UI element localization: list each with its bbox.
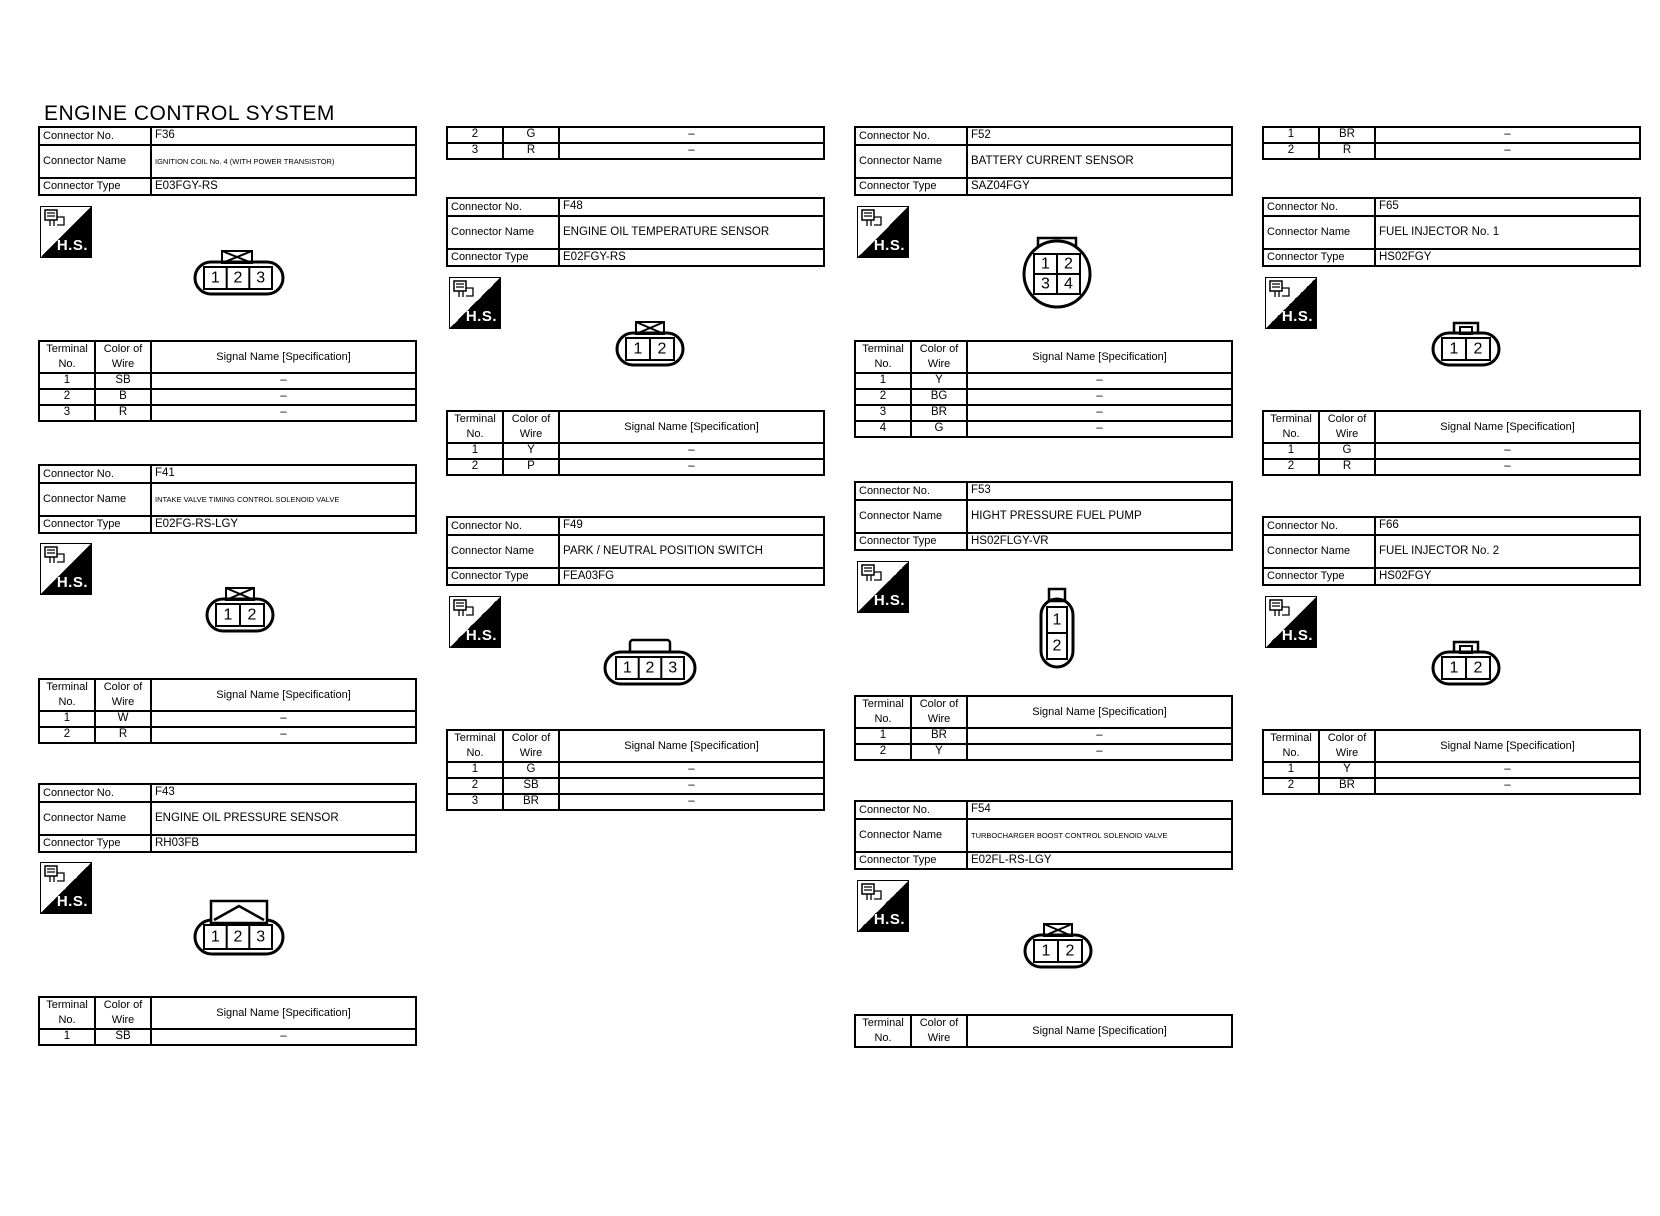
color-header: Color of Wire <box>1319 730 1375 762</box>
connector-info-f36 <box>38 126 417 196</box>
table-row <box>447 143 824 159</box>
connector-name-value: FUEL INJECTOR No. 1 <box>1375 216 1640 249</box>
color-header: Color of Wire <box>1319 411 1375 443</box>
table-row <box>1263 443 1640 459</box>
pin-label: 2 <box>1052 637 1062 655</box>
terminal-table-f43 <box>38 996 417 1046</box>
signal-cell: – <box>151 1029 416 1045</box>
pin-label: 2 <box>1473 659 1483 677</box>
hs-label: H.S. <box>1281 627 1313 644</box>
connector-info-f65 <box>1262 197 1641 267</box>
table-row <box>855 389 1232 405</box>
pin-label: 1 <box>223 606 233 624</box>
terminal-cell: 3 <box>447 143 503 159</box>
terminal-table-f41 <box>38 678 417 744</box>
terminal-table-f52 <box>854 340 1233 438</box>
table-row <box>855 421 1232 437</box>
pin-label: 1 <box>633 340 643 358</box>
pin-label: 3 <box>256 928 266 946</box>
connector-type-value: RH03FB <box>151 835 416 852</box>
connector-name-value: HIGHT PRESSURE FUEL PUMP <box>967 500 1232 533</box>
color-header: Color of Wire <box>95 341 151 373</box>
connector-face-f66 <box>1430 638 1502 686</box>
pin-label: 1 <box>622 659 632 677</box>
color-cell: Y <box>1319 762 1375 778</box>
table-row <box>1263 762 1640 778</box>
connector-name-label: Connector Name <box>855 819 967 852</box>
terminal-table-f49 <box>446 729 825 811</box>
color-header: Color of Wire <box>911 1015 967 1047</box>
color-cell: Y <box>503 443 559 459</box>
terminal-cell: 1 <box>855 373 911 389</box>
color-header: Color of Wire <box>503 411 559 443</box>
terminal-table-f48 <box>446 410 825 476</box>
terminal-table-f65 <box>1262 410 1641 476</box>
signal-cell: – <box>559 443 824 459</box>
terminal-cell: 1 <box>39 1029 95 1045</box>
pin-label: 3 <box>668 659 678 677</box>
terminal-cell: 2 <box>447 127 503 143</box>
color-cell: P <box>503 459 559 475</box>
signal-cell: – <box>559 778 824 794</box>
connector-name-value: PARK / NEUTRAL POSITION SWITCH <box>559 535 824 568</box>
connector-type-label: Connector Type <box>39 835 151 852</box>
signal-header: Signal Name [Specification] <box>967 341 1232 373</box>
terminal-cell: 2 <box>855 389 911 405</box>
connector-type-label: Connector Type <box>855 533 967 550</box>
terminal-no-header: Terminal No. <box>39 997 95 1029</box>
connector-type-value: FEA03FG <box>559 568 824 585</box>
connector-name-label: Connector Name <box>855 500 967 533</box>
table-row <box>1263 778 1640 794</box>
hs-label: H.S. <box>465 627 497 644</box>
pin-label: 2 <box>1473 340 1483 358</box>
table-row <box>1263 459 1640 475</box>
connector-name-label: Connector Name <box>855 145 967 178</box>
connector-type-value: HS02FGY <box>1375 568 1640 585</box>
pin-label: 1 <box>1449 659 1459 677</box>
connector-glyph-icon <box>453 599 475 619</box>
connector-type-label: Connector Type <box>1263 568 1375 585</box>
table-row <box>1263 143 1640 159</box>
color-cell: Y <box>911 373 967 389</box>
table-row <box>39 1029 416 1045</box>
color-cell: BR <box>911 728 967 744</box>
signal-cell: – <box>1375 778 1640 794</box>
connector-no-value: F48 <box>559 198 824 216</box>
pin-label: 1 <box>210 928 220 946</box>
pin-label: 1 <box>1052 611 1062 629</box>
connector-type-label: Connector Type <box>447 249 559 266</box>
color-cell: BR <box>1319 778 1375 794</box>
terminal-table-f54-continued <box>1262 126 1641 160</box>
table-row <box>447 127 824 143</box>
terminal-cell: 2 <box>447 459 503 475</box>
pin-label: 1 <box>1041 942 1051 960</box>
table-row <box>855 405 1232 421</box>
color-cell: G <box>1319 443 1375 459</box>
connector-info-f48 <box>446 197 825 267</box>
color-cell: R <box>95 727 151 743</box>
signal-cell: – <box>559 143 824 159</box>
signal-cell: – <box>967 744 1232 760</box>
connector-no-label: Connector No. <box>447 517 559 535</box>
terminal-cell: 1 <box>447 443 503 459</box>
hs-label: H.S. <box>873 911 905 928</box>
harness-side-icon <box>449 277 501 329</box>
terminal-table-f36 <box>38 340 417 422</box>
terminal-table-f66 <box>1262 729 1641 795</box>
connector-no-value: F49 <box>559 517 824 535</box>
connector-info-f43 <box>38 783 417 853</box>
terminal-cell: 1 <box>447 762 503 778</box>
terminal-no-header: Terminal No. <box>39 341 95 373</box>
harness-side-icon <box>857 561 909 613</box>
connector-name-value: FUEL INJECTOR No. 2 <box>1375 535 1640 568</box>
connector-info-f41 <box>38 464 417 534</box>
color-header: Color of Wire <box>911 696 967 728</box>
pin-label: 2 <box>645 659 655 677</box>
connector-type-value: E02FL-RS-LGY <box>967 852 1232 869</box>
connector-name-value: BATTERY CURRENT SENSOR <box>967 145 1232 178</box>
connector-glyph-icon <box>1269 599 1291 619</box>
table-row <box>447 762 824 778</box>
signal-cell: – <box>559 762 824 778</box>
hs-label: H.S. <box>56 237 88 254</box>
terminal-table-f43-continued <box>446 126 825 160</box>
table-row <box>855 373 1232 389</box>
connector-info-f52 <box>854 126 1233 196</box>
harness-side-icon <box>449 596 501 648</box>
connector-glyph-icon <box>861 564 883 584</box>
terminal-no-header: Terminal No. <box>855 1015 911 1047</box>
pin-label: 1 <box>1041 255 1050 273</box>
terminal-cell: 2 <box>855 744 911 760</box>
table-row <box>39 389 416 405</box>
signal-header: Signal Name [Specification] <box>559 411 824 443</box>
signal-header: Signal Name [Specification] <box>967 1015 1232 1047</box>
signal-cell: – <box>967 389 1232 405</box>
color-cell: BR <box>503 794 559 810</box>
signal-header: Signal Name [Specification] <box>1375 411 1640 443</box>
hs-label: H.S. <box>873 592 905 609</box>
table-row <box>855 728 1232 744</box>
signal-cell: – <box>559 794 824 810</box>
color-cell: B <box>95 389 151 405</box>
connector-name-label: Connector Name <box>1263 535 1375 568</box>
terminal-cell: 3 <box>447 794 503 810</box>
signal-header: Signal Name [Specification] <box>559 730 824 762</box>
signal-cell: – <box>1375 143 1640 159</box>
terminal-cell: 1 <box>855 728 911 744</box>
harness-side-icon <box>40 862 92 914</box>
hs-label: H.S. <box>56 893 88 910</box>
signal-cell: – <box>151 727 416 743</box>
pin-label: 2 <box>657 340 667 358</box>
connector-name-value: IGNITION COIL No. 4 (WITH POWER TRANSISTOR) <box>151 145 416 178</box>
connector-name-label: Connector Name <box>39 145 151 178</box>
signal-cell: – <box>1375 762 1640 778</box>
terminal-cell: 2 <box>447 778 503 794</box>
table-row <box>855 744 1232 760</box>
terminal-cell: 2 <box>39 389 95 405</box>
table-row <box>39 711 416 727</box>
color-cell: R <box>1319 143 1375 159</box>
connector-type-label: Connector Type <box>1263 249 1375 266</box>
connector-no-label: Connector No. <box>855 127 967 145</box>
connector-no-label: Connector No. <box>1263 198 1375 216</box>
connector-name-label: Connector Name <box>447 535 559 568</box>
connector-no-value: F54 <box>967 801 1232 819</box>
table-row <box>39 373 416 389</box>
signal-cell: – <box>1375 459 1640 475</box>
connector-face-f41 <box>204 585 276 633</box>
connector-name-label: Connector Name <box>447 216 559 249</box>
connector-glyph-icon <box>44 546 66 566</box>
pin-label: 4 <box>1064 275 1073 293</box>
connector-type-label: Connector Type <box>855 852 967 869</box>
color-cell: BR <box>1319 127 1375 143</box>
pin-label: 3 <box>256 269 266 287</box>
terminal-cell: 1 <box>1263 443 1319 459</box>
connector-glyph-icon <box>44 209 66 229</box>
terminal-cell: 1 <box>39 711 95 727</box>
color-cell: R <box>503 143 559 159</box>
connector-info-f49 <box>446 516 825 586</box>
connector-no-value: F66 <box>1375 517 1640 535</box>
connector-name-label: Connector Name <box>39 802 151 835</box>
connector-no-label: Connector No. <box>39 127 151 145</box>
color-cell: R <box>1319 459 1375 475</box>
signal-cell: – <box>967 405 1232 421</box>
signal-cell: – <box>1375 443 1640 459</box>
pin-label: 2 <box>233 928 243 946</box>
connector-no-label: Connector No. <box>39 465 151 483</box>
connector-glyph-icon <box>453 280 475 300</box>
harness-side-icon <box>1265 596 1317 648</box>
terminal-no-header: Terminal No. <box>855 696 911 728</box>
connector-face-f54 <box>1022 921 1094 969</box>
harness-side-icon <box>857 206 909 258</box>
terminal-no-header: Terminal No. <box>447 730 503 762</box>
color-cell: G <box>503 762 559 778</box>
color-header: Color of Wire <box>911 341 967 373</box>
terminal-no-header: Terminal No. <box>1263 411 1319 443</box>
connector-no-value: F65 <box>1375 198 1640 216</box>
terminal-cell: 2 <box>1263 459 1319 475</box>
terminal-no-header: Terminal No. <box>447 411 503 443</box>
connector-face-f49 <box>602 638 698 686</box>
pin-label: 2 <box>1065 942 1075 960</box>
connector-glyph-icon <box>861 883 883 903</box>
color-cell: BR <box>911 405 967 421</box>
color-cell: BG <box>911 389 967 405</box>
connector-glyph-icon <box>44 865 66 885</box>
terminal-cell: 1 <box>1263 762 1319 778</box>
connector-no-value: F43 <box>151 784 416 802</box>
color-cell: R <box>95 405 151 421</box>
signal-cell: – <box>559 459 824 475</box>
connector-type-value: HS02FGY <box>1375 249 1640 266</box>
connector-no-value: F36 <box>151 127 416 145</box>
signal-header: Signal Name [Specification] <box>151 997 416 1029</box>
connector-type-value: E02FGY-RS <box>559 249 824 266</box>
terminal-cell: 3 <box>39 405 95 421</box>
color-cell: G <box>911 421 967 437</box>
terminal-table-f54 <box>854 1014 1233 1048</box>
connector-info-f66 <box>1262 516 1641 586</box>
connector-no-value: F41 <box>151 465 416 483</box>
connector-face-f43 <box>192 898 286 956</box>
color-cell: SB <box>95 373 151 389</box>
signal-header: Signal Name [Specification] <box>151 341 416 373</box>
harness-side-icon <box>40 206 92 258</box>
pin-label: 1 <box>210 269 220 287</box>
table-row <box>447 443 824 459</box>
connector-type-label: Connector Type <box>39 178 151 195</box>
color-header: Color of Wire <box>95 997 151 1029</box>
connector-name-label: Connector Name <box>1263 216 1375 249</box>
color-cell: SB <box>503 778 559 794</box>
connector-no-label: Connector No. <box>39 784 151 802</box>
signal-header: Signal Name [Specification] <box>151 679 416 711</box>
pin-label: 3 <box>1041 275 1050 293</box>
terminal-no-header: Terminal No. <box>855 341 911 373</box>
connector-name-value: INTAKE VALVE TIMING CONTROL SOLENOID VALVE <box>151 483 416 516</box>
connector-type-value: E03FGY-RS <box>151 178 416 195</box>
table-row <box>39 405 416 421</box>
connector-no-label: Connector No. <box>1263 517 1375 535</box>
page-title: ENGINE CONTROL SYSTEM <box>44 102 335 125</box>
signal-cell: – <box>151 373 416 389</box>
hs-label: H.S. <box>465 308 497 325</box>
terminal-cell: 3 <box>855 405 911 421</box>
connector-no-label: Connector No. <box>447 198 559 216</box>
signal-cell: – <box>967 373 1232 389</box>
connector-glyph-icon <box>1269 280 1291 300</box>
connector-type-label: Connector Type <box>447 568 559 585</box>
connector-type-label: Connector Type <box>855 178 967 195</box>
pin-label: 2 <box>233 269 243 287</box>
color-cell: Y <box>911 744 967 760</box>
signal-header: Signal Name [Specification] <box>967 696 1232 728</box>
terminal-cell: 2 <box>39 727 95 743</box>
terminal-table-f53 <box>854 695 1233 761</box>
table-row <box>447 794 824 810</box>
signal-cell: – <box>967 421 1232 437</box>
connector-type-value: E02FG-RS-LGY <box>151 516 416 533</box>
table-row <box>447 778 824 794</box>
signal-cell: – <box>1375 127 1640 143</box>
connector-no-label: Connector No. <box>855 482 967 500</box>
connector-face-f48 <box>614 319 686 367</box>
connector-name-value: TURBOCHARGER BOOST CONTROL SOLENOID VALVE <box>967 819 1232 852</box>
signal-cell: – <box>151 405 416 421</box>
connector-glyph-icon <box>861 209 883 229</box>
terminal-cell: 4 <box>855 421 911 437</box>
pin-label: 2 <box>247 606 257 624</box>
hs-label: H.S. <box>1281 308 1313 325</box>
connector-face-f53 <box>1038 587 1076 669</box>
connector-info-f54 <box>854 800 1233 870</box>
pin-label: 2 <box>1064 255 1073 273</box>
connector-name-value: ENGINE OIL PRESSURE SENSOR <box>151 802 416 835</box>
terminal-cell: 2 <box>1263 143 1319 159</box>
connector-face-f36 <box>192 248 286 296</box>
connector-no-value: F52 <box>967 127 1232 145</box>
connector-type-value: SAZ04FGY <box>967 178 1232 195</box>
signal-cell: – <box>967 728 1232 744</box>
connector-no-label: Connector No. <box>855 801 967 819</box>
table-row <box>1263 127 1640 143</box>
connector-name-label: Connector Name <box>39 483 151 516</box>
connector-no-value: F53 <box>967 482 1232 500</box>
color-header: Color of Wire <box>95 679 151 711</box>
color-cell: G <box>503 127 559 143</box>
connector-type-label: Connector Type <box>39 516 151 533</box>
pin-label: 1 <box>1449 340 1459 358</box>
terminal-cell: 2 <box>1263 778 1319 794</box>
color-header: Color of Wire <box>503 730 559 762</box>
color-cell: SB <box>95 1029 151 1045</box>
harness-side-icon <box>857 880 909 932</box>
terminal-cell: 1 <box>1263 127 1319 143</box>
connector-type-value: HS02FLGY-VR <box>967 533 1232 550</box>
connector-name-value: ENGINE OIL TEMPERATURE SENSOR <box>559 216 824 249</box>
connector-face-f65 <box>1430 319 1502 367</box>
signal-cell: – <box>151 711 416 727</box>
terminal-cell: 1 <box>39 373 95 389</box>
table-row <box>447 459 824 475</box>
signal-cell: – <box>151 389 416 405</box>
color-cell: W <box>95 711 151 727</box>
terminal-no-header: Terminal No. <box>1263 730 1319 762</box>
hs-label: H.S. <box>873 237 905 254</box>
connector-face-f52 <box>1018 236 1096 310</box>
signal-header: Signal Name [Specification] <box>1375 730 1640 762</box>
table-row <box>39 727 416 743</box>
harness-side-icon <box>1265 277 1317 329</box>
signal-cell: – <box>559 127 824 143</box>
harness-side-icon <box>40 543 92 595</box>
hs-label: H.S. <box>56 574 88 591</box>
terminal-no-header: Terminal No. <box>39 679 95 711</box>
connector-info-f53 <box>854 481 1233 551</box>
